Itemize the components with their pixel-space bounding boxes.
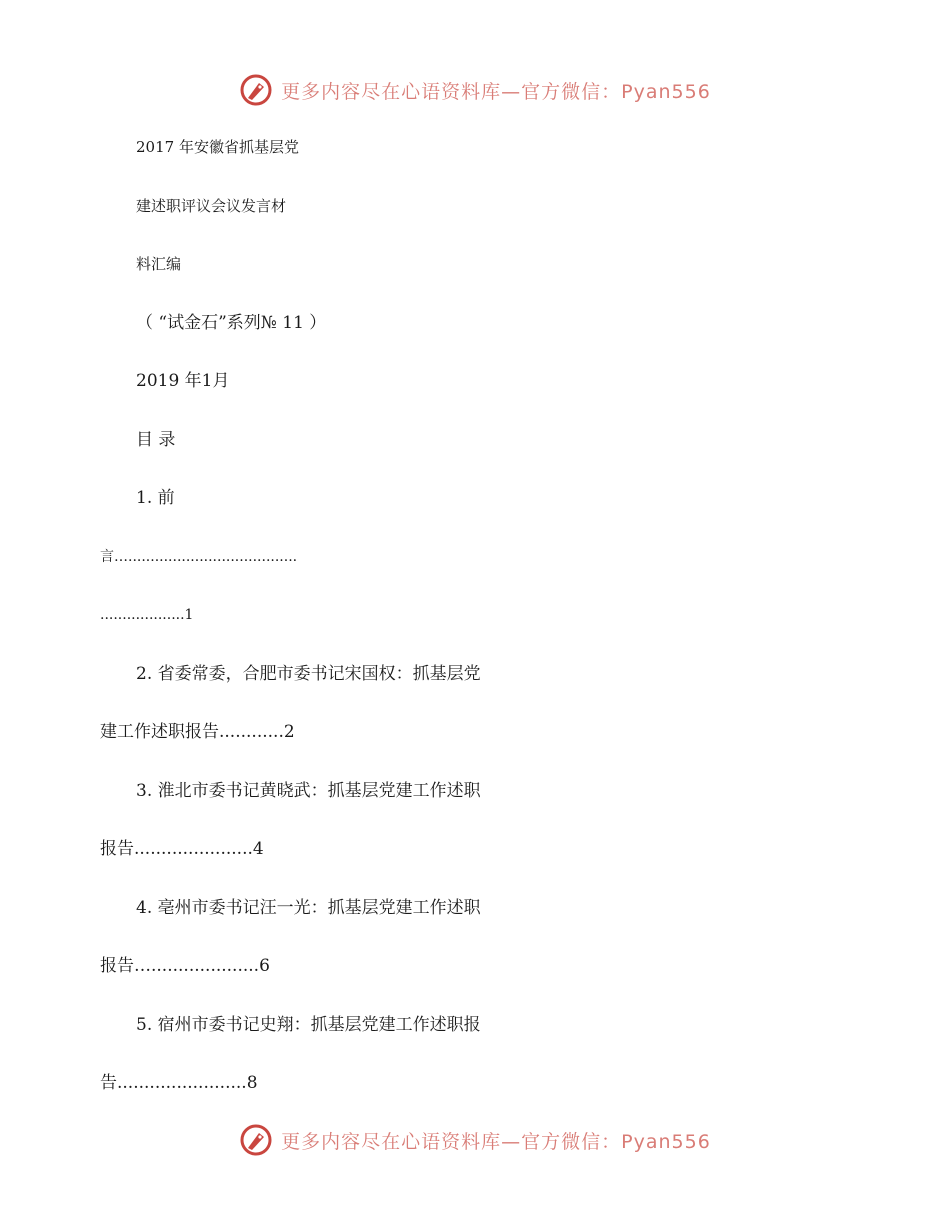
- toc-entry-2-title[interactable]: 2. 省委常委，合肥市委书记宋国权：抓基层党: [136, 663, 481, 684]
- toc-entry-3-title[interactable]: 3. 淮北市委书记黄晓武：抓基层党建工作述职: [136, 780, 481, 801]
- watermark-text: 更多内容尽在心语资料库—官方微信：Pyan556: [281, 1130, 711, 1153]
- watermark-text: 更多内容尽在心语资料库—官方微信：Pyan556: [281, 80, 711, 103]
- date-line: 2019 年1月: [136, 371, 230, 391]
- pen-nib-circle-icon: [239, 1123, 273, 1157]
- watermark-header: [0, 70, 950, 110]
- toc-entry-5-page[interactable]: 告........................8: [100, 1073, 258, 1093]
- toc-entry-4-page[interactable]: 报告…....................6: [100, 956, 270, 976]
- toc-entry-2-page[interactable]: 建工作述职报告............2: [100, 722, 295, 742]
- watermark-footer: [0, 1120, 950, 1160]
- pen-nib-circle-icon: [239, 73, 273, 107]
- title-line-1: 2017 年安徽省抓基层党: [136, 138, 299, 156]
- toc-entry-5-title[interactable]: 5. 宿州市委书记史翔：抓基层党建工作述职报: [136, 1014, 481, 1035]
- toc-entry-1-leader[interactable]: 言…......................................: [100, 548, 298, 565]
- title-line-2: 建述职评议会议发言材: [136, 196, 287, 215]
- toc-entry-1-title[interactable]: 1. 前: [136, 488, 175, 508]
- document-body: [0, 118, 950, 1113]
- title-line-3: 料汇编: [136, 255, 182, 273]
- toc-heading: 目 录: [136, 429, 176, 450]
- series-line: （ “试金石”系列№ 11 ）: [136, 312, 327, 333]
- toc-entry-3-page[interactable]: 报告......................4: [100, 839, 264, 859]
- toc-entry-1-page[interactable]: ...................1: [100, 607, 194, 623]
- toc-entry-4-title[interactable]: 4. 亳州市委书记汪一光：抓基层党建工作述职: [136, 897, 481, 918]
